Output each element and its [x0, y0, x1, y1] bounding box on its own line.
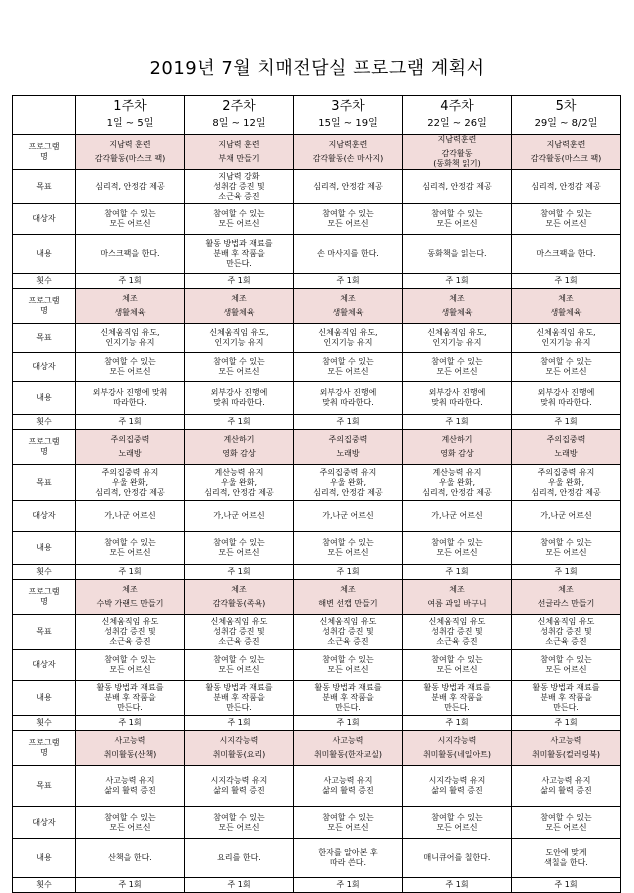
- target-cell: 참여할 수 있는 모든 어르신: [403, 353, 512, 382]
- content-cell: 활동 방법과 재료를 분배 후 작품을 만든다.: [185, 235, 294, 274]
- program-cell: [294, 289, 403, 324]
- count-cell: 주 1회: [403, 274, 512, 289]
- target-row: [13, 501, 621, 532]
- goal-cell: 시지각능력 유지 삶의 활력 증진: [403, 766, 512, 807]
- content-row: [13, 839, 621, 878]
- program-activity: 생활체육: [441, 308, 473, 317]
- program-cell: [76, 430, 185, 465]
- content-cell: 도안에 맞게 색칠을 한다.: [512, 839, 621, 878]
- goal-cell: 신체움직임 유도 성취감 증진 및 소근육 증진: [76, 615, 185, 650]
- count-cell: 주 1회: [76, 716, 185, 731]
- program-activity: 영화 감상: [222, 449, 256, 458]
- program-activity: 취미활동(한자교실): [313, 750, 383, 759]
- target-cell: 참여할 수 있는 모든 어르신: [294, 807, 403, 839]
- goal-cell: 심리적, 안정감 제공: [512, 170, 621, 204]
- content-cell: 손 마사지를 한다.: [294, 235, 403, 274]
- count-cell: 주 1회: [403, 565, 512, 580]
- goal-row: [13, 615, 621, 650]
- program-cell: [185, 135, 294, 170]
- program-category: 지남력훈련: [546, 140, 586, 149]
- week-label: 2주차: [222, 99, 256, 114]
- goal-row: [13, 324, 621, 353]
- goal-cell: 지남력 강화 성취감 증진 및 소근육 증진: [185, 170, 294, 204]
- content-row: [13, 235, 621, 274]
- goal-cell: 사고능력 유지 삶의 활력 증진: [294, 766, 403, 807]
- program-activity: 수박 가랜드 만들기: [96, 599, 164, 608]
- count-cell: 주 1회: [512, 415, 621, 430]
- program-cell: [76, 731, 185, 766]
- goal-cell: 사고능력 유지 삶의 활력 증진: [76, 766, 185, 807]
- target-cell: 참여할 수 있는 모든 어르신: [512, 204, 621, 235]
- week-header-cell: [185, 96, 294, 135]
- program-row: [13, 430, 621, 465]
- program-category: 체조: [558, 294, 574, 303]
- count-cell: 주 1회: [512, 565, 621, 580]
- content-cell: 산책을 한다.: [76, 839, 185, 878]
- program-category: 지남력훈련: [328, 140, 368, 149]
- program-activity: 생활체육: [332, 308, 364, 317]
- count-cell: 주 1회: [512, 274, 621, 289]
- program-category: 체조: [122, 294, 138, 303]
- row-label-program: 프로그램 명: [13, 430, 76, 465]
- content-cell: 참여할 수 있는 모든 어르신: [512, 532, 621, 565]
- goal-cell: 신체움직임 유도 성취감 증진 및 소근육 증진: [403, 615, 512, 650]
- program-category: 지남력 훈련: [109, 140, 151, 149]
- target-row: [13, 353, 621, 382]
- count-cell: 주 1회: [76, 274, 185, 289]
- program-category: 시지각능력: [219, 736, 259, 745]
- goal-cell: 계산능력 유지 우울 완화, 심리적, 안정감 제공: [185, 465, 294, 501]
- row-label-program: 프로그램 명: [13, 289, 76, 324]
- goal-cell: 계산능력 유지 우울 완화, 심리적, 안정감 제공: [403, 465, 512, 501]
- program-category: 체조: [340, 294, 356, 303]
- goal-cell: 신체움직임 유도 성취감 증진 및 소근육 증진: [512, 615, 621, 650]
- goal-cell: 신체움직임 유도 성취감 증진 및 소근육 증진: [185, 615, 294, 650]
- row-label-content: 내용: [13, 235, 76, 274]
- content-cell: 참여할 수 있는 모든 어르신: [185, 532, 294, 565]
- target-row: [13, 204, 621, 235]
- program-category: 체조: [231, 585, 247, 594]
- content-row: [13, 681, 621, 716]
- program-category: 계산하기: [441, 435, 473, 444]
- goal-cell: 신체움직임 유도, 인지기능 유지: [403, 324, 512, 353]
- count-row: [13, 415, 621, 430]
- program-activity: 감각활동 (동화책 읽기): [433, 149, 481, 168]
- program-activity: 생활체육: [223, 308, 255, 317]
- target-cell: 참여할 수 있는 모든 어르신: [185, 807, 294, 839]
- program-cell: [512, 731, 621, 766]
- goal-cell: 심리적, 안정감 제공: [403, 170, 512, 204]
- count-row: [13, 274, 621, 289]
- target-cell: 가,나군 어르신: [185, 501, 294, 532]
- row-label-goal: 목표: [13, 324, 76, 353]
- row-label-target: 대상자: [13, 204, 76, 235]
- count-cell: 주 1회: [185, 274, 294, 289]
- content-cell: 마스크팩을 한다.: [512, 235, 621, 274]
- program-category: 주의집중력: [110, 435, 150, 444]
- program-category: 체조: [340, 585, 356, 594]
- program-cell: [185, 731, 294, 766]
- target-cell: 참여할 수 있는 모든 어르신: [76, 807, 185, 839]
- program-cell: [185, 430, 294, 465]
- program-category: 사고능력: [114, 736, 146, 745]
- program-category: 시지각능력: [437, 736, 477, 745]
- week-label: 5차: [555, 99, 577, 114]
- content-cell: 활동 방법과 재료를 분배 후 작품을 만든다.: [294, 681, 403, 716]
- program-category: 체조: [449, 585, 465, 594]
- program-activity: 취미활동(네일아트): [422, 750, 492, 759]
- target-cell: 참여할 수 있는 모든 어르신: [185, 204, 294, 235]
- target-cell: 가,나군 어르신: [76, 501, 185, 532]
- goal-cell: 신체움직임 유도 성취감 증진 및 소근육 증진: [294, 615, 403, 650]
- content-cell: 외부강사 진행에 맞춰 따라한다.: [76, 382, 185, 415]
- content-cell: 외부강사 진행에 맞춰 따라한다.: [512, 382, 621, 415]
- program-category: 체조: [558, 585, 574, 594]
- target-row: [13, 650, 621, 681]
- header-corner-cell: [13, 96, 76, 135]
- target-cell: 가,나군 어르신: [512, 501, 621, 532]
- row-label-program: 프로그램 명: [13, 731, 76, 766]
- goal-cell: 심리적, 안정감 제공: [294, 170, 403, 204]
- target-cell: 참여할 수 있는 모든 어르신: [76, 204, 185, 235]
- program-category: 주의집중력: [328, 435, 368, 444]
- goal-cell: 주의집중력 유지 우울 완화, 심리적, 안정감 제공: [512, 465, 621, 501]
- row-label-target: 대상자: [13, 807, 76, 839]
- program-row: [13, 731, 621, 766]
- program-cell: [512, 430, 621, 465]
- count-cell: 주 1회: [294, 716, 403, 731]
- count-cell: 주 1회: [512, 878, 621, 893]
- target-cell: 참여할 수 있는 모든 어르신: [294, 204, 403, 235]
- count-cell: 주 1회: [76, 878, 185, 893]
- program-cell: [294, 135, 403, 170]
- goal-row: [13, 465, 621, 501]
- program-category: 지남력 훈련: [218, 140, 260, 149]
- week-dates: 29일 ~ 8/2일: [534, 118, 598, 129]
- program-category: 주의집중력: [546, 435, 586, 444]
- content-cell: 요리를 한다.: [185, 839, 294, 878]
- target-cell: 참여할 수 있는 모든 어르신: [294, 650, 403, 681]
- program-activity: 생활체육: [114, 308, 146, 317]
- program-cell: [76, 289, 185, 324]
- row-label-count: 횟수: [13, 274, 76, 289]
- week-header-cell: [403, 96, 512, 135]
- count-cell: 주 1회: [185, 415, 294, 430]
- program-activity: 감각활동(마스크 팩): [530, 154, 602, 163]
- program-activity: 생활체육: [550, 308, 582, 317]
- count-cell: 주 1회: [294, 415, 403, 430]
- week-label: 3주차: [331, 99, 365, 114]
- target-row: [13, 807, 621, 839]
- count-cell: 주 1회: [185, 878, 294, 893]
- content-cell: 활동 방법과 재료를 분배 후 작품을 만든다.: [185, 681, 294, 716]
- week-header-cell: [512, 96, 621, 135]
- target-cell: 가,나군 어르신: [403, 501, 512, 532]
- program-cell: [403, 135, 512, 170]
- count-row: [13, 878, 621, 893]
- count-row: [13, 716, 621, 731]
- program-activity: 취미활동(컬러링북): [531, 750, 601, 759]
- week-header-cell: [294, 96, 403, 135]
- program-activity: 선글라스 만들기: [537, 599, 595, 608]
- goal-cell: 시지각능력 유지 삶의 활력 증진: [185, 766, 294, 807]
- row-label-goal: 목표: [13, 465, 76, 501]
- program-activity: 노래방: [118, 449, 142, 458]
- goal-cell: 주의집중력 유지 우울 완화, 심리적, 안정감 제공: [76, 465, 185, 501]
- program-activity: 해변 선캡 만들기: [318, 599, 378, 608]
- program-plan-table: [12, 95, 621, 893]
- week-dates: 15일 ~ 19일: [318, 118, 378, 129]
- count-cell: 주 1회: [76, 415, 185, 430]
- content-cell: 참여할 수 있는 모든 어르신: [76, 532, 185, 565]
- program-category: 사고능력: [550, 736, 582, 745]
- content-cell: 참여할 수 있는 모든 어르신: [294, 532, 403, 565]
- count-cell: 주 1회: [76, 565, 185, 580]
- content-cell: 매니큐어를 칠한다.: [403, 839, 512, 878]
- target-cell: 참여할 수 있는 모든 어르신: [185, 650, 294, 681]
- program-cell: [403, 580, 512, 615]
- program-activity: 감각활동(족욕): [212, 599, 266, 608]
- target-cell: 참여할 수 있는 모든 어르신: [76, 650, 185, 681]
- goal-cell: 신체움직임 유도, 인지기능 유지: [185, 324, 294, 353]
- row-label-goal: 목표: [13, 615, 76, 650]
- program-cell: [294, 731, 403, 766]
- row-label-count: 횟수: [13, 565, 76, 580]
- program-activity: 부채 만들기: [218, 154, 260, 163]
- goal-row: [13, 170, 621, 204]
- target-cell: 참여할 수 있는 모든 어르신: [403, 204, 512, 235]
- program-row: [13, 289, 621, 324]
- program-category: 사고능력: [332, 736, 364, 745]
- count-cell: 주 1회: [403, 415, 512, 430]
- program-cell: [76, 580, 185, 615]
- row-label-content: 내용: [13, 382, 76, 415]
- target-cell: 참여할 수 있는 모든 어르신: [512, 650, 621, 681]
- program-cell: [512, 580, 621, 615]
- row-label-count: 횟수: [13, 878, 76, 893]
- program-activity: 취미활동(요리): [212, 750, 266, 759]
- program-cell: [294, 430, 403, 465]
- row-label-target: 대상자: [13, 353, 76, 382]
- row-label-target: 대상자: [13, 650, 76, 681]
- target-cell: 참여할 수 있는 모든 어르신: [512, 807, 621, 839]
- program-cell: [512, 289, 621, 324]
- count-cell: 주 1회: [403, 716, 512, 731]
- count-cell: 주 1회: [294, 274, 403, 289]
- goal-cell: 주의집중력 유지 우울 완화, 심리적, 안정감 제공: [294, 465, 403, 501]
- program-activity: 감각활동(손 마사지): [312, 154, 384, 163]
- content-cell: 외부강사 진행에 맞춰 따라한다.: [185, 382, 294, 415]
- week-label: 4주차: [440, 99, 474, 114]
- goal-row: [13, 766, 621, 807]
- target-cell: 참여할 수 있는 모든 어르신: [76, 353, 185, 382]
- target-cell: 참여할 수 있는 모든 어르신: [403, 650, 512, 681]
- content-cell: 외부강사 진행에 맞춰 따라한다.: [294, 382, 403, 415]
- program-activity: 감각활동(마스크 팩): [94, 154, 166, 163]
- goal-cell: 신체움직임 유도, 인지기능 유지: [76, 324, 185, 353]
- row-label-goal: 목표: [13, 170, 76, 204]
- content-cell: 활동 방법과 재료를 분배 후 작품을 만든다.: [512, 681, 621, 716]
- target-cell: 가,나군 어르신: [294, 501, 403, 532]
- target-cell: 참여할 수 있는 모든 어르신: [185, 353, 294, 382]
- content-row: [13, 532, 621, 565]
- row-label-target: 대상자: [13, 501, 76, 532]
- content-cell: 동화책을 읽는다.: [403, 235, 512, 274]
- content-cell: 참여할 수 있는 모든 어르신: [403, 532, 512, 565]
- row-label-goal: 목표: [13, 766, 76, 807]
- program-activity: 여름 과일 바구니: [427, 599, 487, 608]
- row-label-content: 내용: [13, 681, 76, 716]
- program-category: 계산하기: [223, 435, 255, 444]
- content-cell: 활동 방법과 재료를 분배 후 작품을 만든다.: [403, 681, 512, 716]
- week-label: 1주차: [113, 99, 147, 114]
- program-category: 체조: [231, 294, 247, 303]
- program-cell: [185, 289, 294, 324]
- program-row: [13, 580, 621, 615]
- program-cell: [403, 289, 512, 324]
- target-cell: 참여할 수 있는 모든 어르신: [294, 353, 403, 382]
- content-row: [13, 382, 621, 415]
- goal-cell: 신체움직임 유도, 인지기능 유지: [512, 324, 621, 353]
- program-cell: [403, 731, 512, 766]
- row-label-program: 프로그램 명: [13, 580, 76, 615]
- content-cell: 마스크팩을 한다.: [76, 235, 185, 274]
- goal-cell: 사고능력 유지 삶의 활력 증진: [512, 766, 621, 807]
- program-cell: [294, 580, 403, 615]
- program-activity: 노래방: [554, 449, 578, 458]
- row-label-program: 프로그램 명: [13, 135, 76, 170]
- week-dates: 1일 ~ 5일: [106, 118, 154, 129]
- program-category: 체조: [449, 294, 465, 303]
- week-header-row: [13, 96, 621, 135]
- page-title: 2019년 7월 치매전담실 프로그램 계획서: [149, 58, 485, 79]
- count-row: [13, 565, 621, 580]
- count-cell: 주 1회: [185, 565, 294, 580]
- program-cell: [185, 580, 294, 615]
- program-activity: 노래방: [336, 449, 360, 458]
- program-row: [13, 135, 621, 170]
- row-label-count: 횟수: [13, 415, 76, 430]
- goal-cell: 신체움직임 유도, 인지기능 유지: [294, 324, 403, 353]
- count-cell: 주 1회: [403, 878, 512, 893]
- content-cell: 한자를 알아본 후 따라 쓴다.: [294, 839, 403, 878]
- program-category: 체조: [122, 585, 138, 594]
- count-cell: 주 1회: [185, 716, 294, 731]
- content-cell: 외부강사 진행에 맞춰 따라한다.: [403, 382, 512, 415]
- week-dates: 22일 ~ 26일: [427, 118, 487, 129]
- program-activity: 영화 감상: [440, 449, 474, 458]
- target-cell: 참여할 수 있는 모든 어르신: [512, 353, 621, 382]
- program-category: 지남력훈련: [437, 135, 477, 144]
- count-cell: 주 1회: [512, 716, 621, 731]
- program-cell: [403, 430, 512, 465]
- program-activity: 취미활동(산책): [103, 750, 157, 759]
- goal-cell: 심리적, 안정감 제공: [76, 170, 185, 204]
- count-cell: 주 1회: [294, 565, 403, 580]
- row-label-count: 횟수: [13, 716, 76, 731]
- content-cell: 활동 방법과 재료를 분배 후 작품을 만든다.: [76, 681, 185, 716]
- row-label-content: 내용: [13, 839, 76, 878]
- week-dates: 8일 ~ 12일: [212, 118, 266, 129]
- row-label-content: 내용: [13, 532, 76, 565]
- count-cell: 주 1회: [294, 878, 403, 893]
- program-cell: [512, 135, 621, 170]
- program-cell: [76, 135, 185, 170]
- target-cell: 참여할 수 있는 모든 어르신: [403, 807, 512, 839]
- week-header-cell: [76, 96, 185, 135]
